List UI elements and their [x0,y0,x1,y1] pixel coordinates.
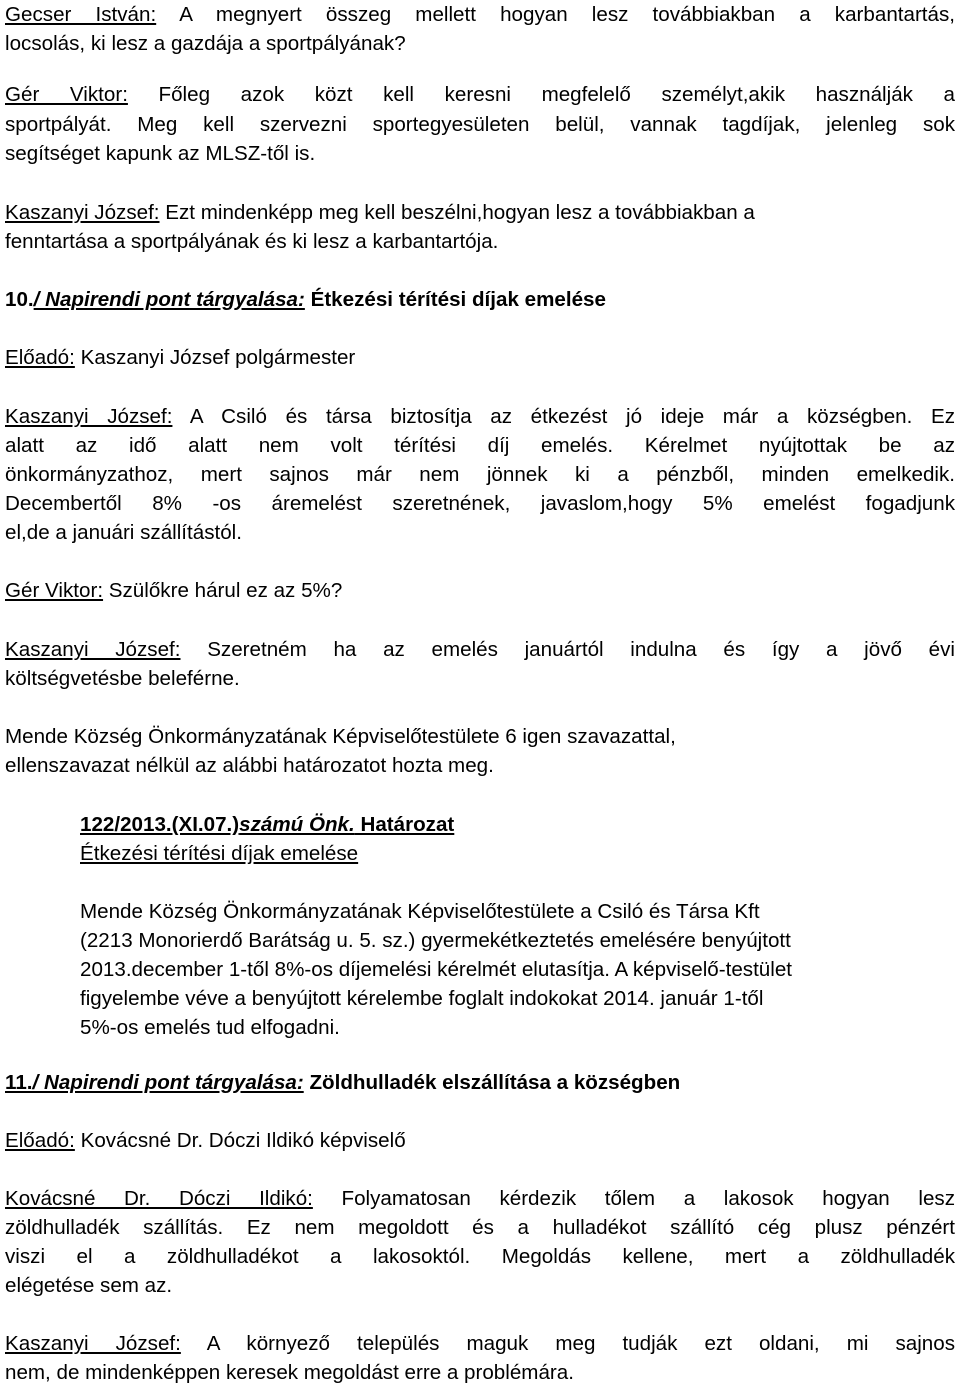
speaker-name: Kaszanyi József: [5,1332,181,1355]
gecser-question-line-1: Gecser István: A megnyert összeg mellett hogyan lesz továbbiakban a karbantartás, [5,3,955,26]
kaszanyi-reply-line-2: költségvetésbe beleférne. [5,667,240,690]
kaszanyi-remark-line-1: Kaszanyi József: Ezt mindenképp meg kell beszélni,hogyan lesz a továbbiakban a [5,201,755,224]
speaker-name: Kaszanyi József: [5,405,173,428]
presenter-label: Előadó: [5,346,75,369]
vote-line-1: Mende Község Önkormányzatának Képviselőtestülete 6 igen szavazattal, [5,725,676,748]
gecser-question-line-2: locsolás, ki lesz a gazdája a sportpályának? [5,32,406,55]
kaszanyi-remark-line-2: fenntartása a sportpályának és ki lesz a karbantartója. [5,230,499,253]
doczi-statement-line-4: elégetése sem az. [5,1274,173,1297]
presenter-label: Előadó: [5,1129,75,1152]
ger-answer-line-2: sportpályát. Meg kell szervezni sportegyesületen belül, vannak tagdíjak, jelenleg sok [5,113,955,136]
kaszanyi-closing-line-1: Kaszanyi József: A környező település maguk meg tudják ezt oldani, mi sajnos [5,1332,956,1355]
speaker-name: Kaszanyi József: [5,201,160,224]
vote-line-2: ellenszavazat nélkül az alábbi határozatot hozta meg. [5,754,494,777]
resolution-text-line-2: (2213 Monorierdő Barátság u. 5. sz.) gyermekétkeztetés emelésére benyújtott [80,929,791,952]
ger-answer-line-3: segítséget kapunk az MLSZ-től is. [5,142,316,165]
kaszanyi-statement-line-2: alatt az idő alatt nem volt térítési díj emelés. Kérelmet nyújtottak be az [5,434,955,457]
resolution-text-line-4: figyelembe véve a benyújtott kérelembe foglalt indokokat 2014. január 1-től [80,987,764,1010]
kaszanyi-statement-line-1: Kaszanyi József: A Csiló és társa biztosítja az étkezést jó ideje már a községben. Ez [5,405,955,428]
kaszanyi-statement-line-3: önkormányzathoz, mert sajnos már nem jönnek ki a pénzből, minden emelkedik. [5,463,955,486]
presenter-line-10: Előadó: Kaszanyi József polgármester [5,346,356,369]
speaker-name: Kaszanyi József: [5,638,181,661]
agenda-item-10-heading: 10./ Napirendi pont tárgyalása: Étkezési térítési díjak emelése [5,288,606,311]
speaker-name: Gér Viktor: [5,579,104,602]
resolution-text-line-1: Mende Község Önkormányzatának Képviselőtestülete a Csiló és Társa Kft [80,900,760,923]
resolution-text-line-5: 5%-os emelés tud elfogadni. [80,1016,340,1039]
kaszanyi-closing-line-2: nem, de mindenképpen keresek megoldást erre a problémára. [5,1361,574,1384]
doczi-statement-line-3: viszi el a zöldhulladékot a lakosoktól. Megoldás kellene, mert a zöldhulladék [5,1245,955,1268]
doczi-statement-line-2: zöldhulladék szállítás. Ez nem megoldott és a hulladékot szállító cég plusz pénzért [5,1216,955,1239]
resolution-number: 122/2013.(XI.07.)számú Önk. Határozat [80,813,455,836]
kaszanyi-statement-line-5: el,de a januári szállítástól. [5,521,242,544]
resolution-subject: Étkezési térítési díjak emelése [80,842,359,865]
kaszanyi-reply-line-1: Kaszanyi József: Szeretném ha az emelés januártól indulna és így a jövő évi [5,638,955,661]
speaker-name: Kovácsné Dr. Dóczi Ildikó: [5,1187,313,1210]
kaszanyi-statement-line-4: Decembertől 8% -os áremelést szeretnének, javaslom,hogy 5% emelést fogadjunk [5,492,955,515]
ger-question-line: Gér Viktor: Szülőkre hárul ez az 5%? [5,579,343,602]
ger-answer-line-1: Gér Viktor: Főleg azok közt kell keresni megfelelő személyt,akik használják a [5,83,955,106]
presenter-line-11: Előadó: Kovácsné Dr. Dóczi Ildikó képviselő [5,1129,406,1152]
resolution-text-line-3: 2013.december 1-től 8%-os díjemelési kérelmét elutasítja. A képviselő-testület [80,958,792,981]
agenda-item-11-heading: 11./ Napirendi pont tárgyalása: Zöldhulladék elszállítása a községben [5,1071,681,1094]
speaker-name: Gér Viktor: [5,83,128,106]
agenda-label: / Napirendi pont tárgyalása: [33,288,305,311]
doczi-statement-line-1: Kovácsné Dr. Dóczi Ildikó: Folyamatosan kérdezik tőlem a lakosok hogyan lesz [5,1187,955,1210]
speaker-name: Gecser István: [5,3,157,26]
agenda-label: / Napirendi pont tárgyalása: [32,1071,304,1094]
